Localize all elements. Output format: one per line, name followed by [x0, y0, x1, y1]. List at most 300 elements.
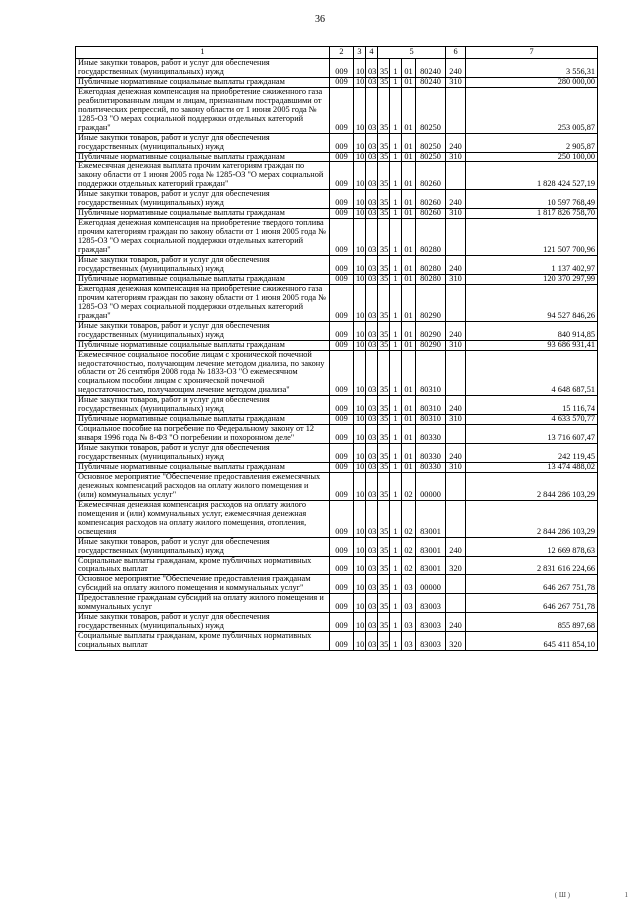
row-program: 35	[378, 396, 390, 415]
row-podrazdel: 03	[366, 396, 378, 415]
row-expense-type: 240	[446, 321, 466, 340]
row-program: 35	[378, 500, 390, 537]
row-direction: 83001	[416, 500, 446, 537]
row-expense-type: 240	[446, 133, 466, 152]
row-razdel: 10	[354, 274, 366, 284]
row-name: Социальные выплаты гражданам, кроме публичных нормативных социальных выплат	[76, 556, 330, 575]
row-direction: 00000	[416, 472, 446, 500]
row-expense-type: 240	[446, 613, 466, 632]
row-razdel: 10	[354, 500, 366, 537]
row-amount: 1 817 826 758,70	[466, 209, 598, 219]
row-main-event: 02	[402, 537, 416, 556]
row-podrazdel: 03	[366, 472, 378, 500]
row-main-event: 01	[402, 209, 416, 219]
table-row	[76, 77, 598, 87]
row-razdel: 10	[354, 350, 366, 396]
row-main-event: 01	[402, 462, 416, 472]
row-razdel: 10	[354, 444, 366, 463]
row-expense-type	[446, 575, 466, 594]
row-program: 35	[378, 87, 390, 133]
row-program: 35	[378, 444, 390, 463]
row-subprogram: 1	[390, 274, 402, 284]
row-razdel: 10	[354, 219, 366, 256]
row-main-event: 02	[402, 472, 416, 500]
row-amount: 4 633 570,77	[466, 415, 598, 425]
table-row	[76, 321, 598, 340]
row-vedomstvo: 009	[330, 256, 354, 275]
row-podrazdel: 03	[366, 162, 378, 190]
row-razdel: 10	[354, 575, 366, 594]
row-razdel: 10	[354, 209, 366, 219]
row-vedomstvo: 009	[330, 425, 354, 444]
row-subprogram: 1	[390, 87, 402, 133]
row-podrazdel: 03	[366, 284, 378, 321]
row-podrazdel: 03	[366, 537, 378, 556]
row-name: Иные закупки товаров, работ и услуг для обеспечения государственных (муниципальных) нужд	[76, 59, 330, 78]
row-amount: 120 370 297,99	[466, 274, 598, 284]
row-direction: 80260	[416, 209, 446, 219]
row-program: 35	[378, 632, 390, 651]
footer-page-number: 1	[624, 891, 628, 899]
row-expense-type: 310	[446, 340, 466, 350]
row-amount: 855 897,68	[466, 613, 598, 632]
row-amount: 10 597 768,49	[466, 190, 598, 209]
row-amount: 13 716 607,47	[466, 425, 598, 444]
row-vedomstvo: 009	[330, 556, 354, 575]
row-amount: 93 686 931,41	[466, 340, 598, 350]
row-podrazdel: 03	[366, 500, 378, 537]
table-row	[76, 274, 598, 284]
row-expense-type: 320	[446, 556, 466, 575]
row-expense-type	[446, 500, 466, 537]
row-subprogram: 1	[390, 425, 402, 444]
row-direction: 80310	[416, 350, 446, 396]
row-vedomstvo: 009	[330, 537, 354, 556]
row-main-event: 01	[402, 256, 416, 275]
row-name: Публичные нормативные социальные выплаты гражданам	[76, 209, 330, 219]
row-amount: 253 005,87	[466, 87, 598, 133]
row-program: 35	[378, 556, 390, 575]
row-name: Основное мероприятие "Обеспечение предоставления ежемесячных денежных компенсаций расходов на оплату жилого помещения и (или) коммунальных услуг"	[76, 472, 330, 500]
row-podrazdel: 03	[366, 462, 378, 472]
row-vedomstvo: 009	[330, 340, 354, 350]
row-program: 35	[378, 462, 390, 472]
row-razdel: 10	[354, 594, 366, 613]
row-subprogram: 1	[390, 537, 402, 556]
row-subprogram: 1	[390, 340, 402, 350]
row-program: 35	[378, 59, 390, 78]
row-podrazdel: 03	[366, 340, 378, 350]
row-vedomstvo: 009	[330, 152, 354, 162]
row-main-event: 01	[402, 340, 416, 350]
row-program: 35	[378, 219, 390, 256]
row-direction: 80310	[416, 396, 446, 415]
row-name: Иные закупки товаров, работ и услуг для обеспечения государственных (муниципальных) нужд	[76, 537, 330, 556]
row-main-event: 01	[402, 415, 416, 425]
row-main-event: 01	[402, 444, 416, 463]
row-vedomstvo: 009	[330, 321, 354, 340]
row-subprogram: 1	[390, 462, 402, 472]
row-amount: 280 000,00	[466, 77, 598, 87]
row-program: 35	[378, 613, 390, 632]
row-direction: 80240	[416, 59, 446, 78]
row-amount: 12 669 878,63	[466, 537, 598, 556]
row-podrazdel: 03	[366, 594, 378, 613]
row-podrazdel: 03	[366, 87, 378, 133]
row-direction: 80310	[416, 415, 446, 425]
row-main-event: 02	[402, 500, 416, 537]
footer-mark: ( Ш )	[554, 891, 570, 899]
row-vedomstvo: 009	[330, 444, 354, 463]
row-name: Основное мероприятие "Обеспечение предоставления гражданам субсидий на оплату жилого помещения и коммунальных услуг"	[76, 575, 330, 594]
row-vedomstvo: 009	[330, 472, 354, 500]
row-podrazdel: 03	[366, 190, 378, 209]
row-subprogram: 1	[390, 632, 402, 651]
row-direction: 80250	[416, 152, 446, 162]
row-program: 35	[378, 321, 390, 340]
row-subprogram: 1	[390, 77, 402, 87]
row-program: 35	[378, 575, 390, 594]
row-podrazdel: 03	[366, 152, 378, 162]
table-row	[76, 133, 598, 152]
row-main-event: 01	[402, 87, 416, 133]
row-amount: 242 119,45	[466, 444, 598, 463]
row-direction: 80280	[416, 274, 446, 284]
row-subprogram: 1	[390, 575, 402, 594]
table-row	[76, 162, 598, 190]
row-vedomstvo: 009	[330, 415, 354, 425]
row-expense-type: 240	[446, 256, 466, 275]
row-name: Иные закупки товаров, работ и услуг для обеспечения государственных (муниципальных) нужд	[76, 321, 330, 340]
row-program: 35	[378, 133, 390, 152]
row-direction: 80330	[416, 462, 446, 472]
row-subprogram: 1	[390, 256, 402, 275]
row-amount: 13 474 488,02	[466, 462, 598, 472]
row-name: Иные закупки товаров, работ и услуг для обеспечения государственных (муниципальных) нужд	[76, 256, 330, 275]
row-main-event: 03	[402, 575, 416, 594]
row-razdel: 10	[354, 415, 366, 425]
row-razdel: 10	[354, 632, 366, 651]
row-razdel: 10	[354, 425, 366, 444]
row-expense-type: 310	[446, 209, 466, 219]
row-podrazdel: 03	[366, 556, 378, 575]
row-amount: 2 831 616 224,66	[466, 556, 598, 575]
row-razdel: 10	[354, 77, 366, 87]
row-main-event: 01	[402, 350, 416, 396]
row-direction: 80250	[416, 133, 446, 152]
row-main-event: 01	[402, 59, 416, 78]
row-main-event: 01	[402, 425, 416, 444]
table-row	[76, 575, 598, 594]
row-amount: 3 556,31	[466, 59, 598, 78]
row-expense-type: 310	[446, 415, 466, 425]
row-subprogram: 1	[390, 133, 402, 152]
row-vedomstvo: 009	[330, 274, 354, 284]
row-expense-type	[446, 87, 466, 133]
row-main-event: 01	[402, 321, 416, 340]
row-main-event: 01	[402, 77, 416, 87]
row-subprogram: 1	[390, 444, 402, 463]
row-name: Иные закупки товаров, работ и услуг для обеспечения государственных (муниципальных) нужд	[76, 613, 330, 632]
row-razdel: 10	[354, 190, 366, 209]
table-row	[76, 594, 598, 613]
row-name: Ежемесячная денежная выплата прочим категориям граждан по закону области от 1 июня 2005 года № 1285-ОЗ "О мерах социальной поддержки отдельных категорий граждан"	[76, 162, 330, 190]
row-razdel: 10	[354, 152, 366, 162]
row-podrazdel: 03	[366, 274, 378, 284]
row-name: Публичные нормативные социальные выплаты гражданам	[76, 152, 330, 162]
row-main-event: 03	[402, 594, 416, 613]
row-razdel: 10	[354, 613, 366, 632]
table-row	[76, 425, 598, 444]
row-program: 35	[378, 209, 390, 219]
row-podrazdel: 03	[366, 209, 378, 219]
row-vedomstvo: 009	[330, 594, 354, 613]
header-col-3: 3	[354, 47, 366, 59]
row-subprogram: 1	[390, 59, 402, 78]
header-col-6: 6	[446, 47, 466, 59]
row-expense-type: 310	[446, 274, 466, 284]
row-main-event: 01	[402, 133, 416, 152]
table-row	[76, 209, 598, 219]
row-amount: 645 411 854,10	[466, 632, 598, 651]
row-podrazdel: 03	[366, 256, 378, 275]
row-subprogram: 1	[390, 556, 402, 575]
row-direction: 00000	[416, 575, 446, 594]
row-amount: 94 527 846,26	[466, 284, 598, 321]
row-subprogram: 1	[390, 472, 402, 500]
row-podrazdel: 03	[366, 321, 378, 340]
header-col-5: 5	[378, 47, 446, 59]
row-amount: 2 844 286 103,29	[466, 472, 598, 500]
table-row	[76, 537, 598, 556]
row-name: Ежемесячное социальное пособие лицам с хронической почечной недостаточностью, получающим лечение методом диализа, по закону области от 26 сентября 2008 года № 1833-ОЗ "О ежемесячном социальном пособии лицам с хронической почечной недостаточностью, получающим лечение методом диализа"	[76, 350, 330, 396]
row-direction: 80330	[416, 444, 446, 463]
row-vedomstvo: 009	[330, 87, 354, 133]
table-row	[76, 556, 598, 575]
row-expense-type	[446, 425, 466, 444]
row-expense-type: 310	[446, 152, 466, 162]
row-vedomstvo: 009	[330, 396, 354, 415]
row-name: Публичные нормативные социальные выплаты гражданам	[76, 415, 330, 425]
header-col-7: 7	[466, 47, 598, 59]
row-direction: 80240	[416, 77, 446, 87]
row-name: Предоставление гражданам субсидий на оплату жилого помещения и коммунальных услуг	[76, 594, 330, 613]
budget-table	[75, 46, 598, 651]
row-podrazdel: 03	[366, 219, 378, 256]
row-podrazdel: 03	[366, 350, 378, 396]
row-program: 35	[378, 472, 390, 500]
table-row	[76, 415, 598, 425]
row-name: Публичные нормативные социальные выплаты гражданам	[76, 77, 330, 87]
row-subprogram: 1	[390, 594, 402, 613]
row-program: 35	[378, 190, 390, 209]
row-main-event: 01	[402, 284, 416, 321]
row-main-event: 01	[402, 274, 416, 284]
row-subprogram: 1	[390, 190, 402, 209]
table-row	[76, 87, 598, 133]
row-direction: 83003	[416, 594, 446, 613]
row-amount: 840 914,85	[466, 321, 598, 340]
row-razdel: 10	[354, 256, 366, 275]
row-podrazdel: 03	[366, 415, 378, 425]
row-program: 35	[378, 425, 390, 444]
table-row	[76, 472, 598, 500]
row-vedomstvo: 009	[330, 133, 354, 152]
row-main-event: 01	[402, 162, 416, 190]
row-podrazdel: 03	[366, 59, 378, 78]
row-amount: 15 116,74	[466, 396, 598, 415]
row-subprogram: 1	[390, 396, 402, 415]
table-body	[76, 59, 598, 651]
row-expense-type	[446, 219, 466, 256]
row-vedomstvo: 009	[330, 162, 354, 190]
row-razdel: 10	[354, 59, 366, 78]
row-razdel: 10	[354, 537, 366, 556]
row-direction: 80250	[416, 87, 446, 133]
row-name: Публичные нормативные социальные выплаты гражданам	[76, 462, 330, 472]
row-subprogram: 1	[390, 284, 402, 321]
row-expense-type: 240	[446, 396, 466, 415]
table-row	[76, 219, 598, 256]
row-program: 35	[378, 594, 390, 613]
row-program: 35	[378, 340, 390, 350]
row-podrazdel: 03	[366, 77, 378, 87]
row-amount: 2 844 286 103,29	[466, 500, 598, 537]
row-main-event: 02	[402, 556, 416, 575]
row-main-event: 03	[402, 632, 416, 651]
row-main-event: 01	[402, 152, 416, 162]
row-amount: 2 905,87	[466, 133, 598, 152]
row-name: Ежегодная денежная компенсация на приобретение сжиженного газа реабилитированным лицам и лицам, признанным пострадавшими от политических репрессий, по закону области от 1 июня 2005 года № 1285-ОЗ "О мерах социальной поддержки отдельных категорий граждан"	[76, 87, 330, 133]
row-program: 35	[378, 162, 390, 190]
row-vedomstvo: 009	[330, 575, 354, 594]
row-podrazdel: 03	[366, 133, 378, 152]
header-col-2: 2	[330, 47, 354, 59]
table-row	[76, 190, 598, 209]
row-razdel: 10	[354, 133, 366, 152]
row-name: Социальное пособие на погребение по Федеральному закону от 12 января 1996 года № 8-ФЗ "О погребении и похоронном деле"	[76, 425, 330, 444]
row-name: Ежегодная денежная компенсация на приобретение сжиженного газа прочим категориям граждан по закону области от 1 июня 2005 года № 1285-ОЗ "О мерах социальной поддержки отдельных категорий граждан"	[76, 284, 330, 321]
row-main-event: 01	[402, 190, 416, 209]
row-program: 35	[378, 537, 390, 556]
row-name: Иные закупки товаров, работ и услуг для обеспечения государственных (муниципальных) нужд	[76, 444, 330, 463]
row-subprogram: 1	[390, 209, 402, 219]
row-name: Публичные нормативные социальные выплаты гражданам	[76, 340, 330, 350]
row-subprogram: 1	[390, 415, 402, 425]
row-direction: 83001	[416, 537, 446, 556]
row-subprogram: 1	[390, 613, 402, 632]
row-razdel: 10	[354, 340, 366, 350]
row-direction: 80290	[416, 284, 446, 321]
row-vedomstvo: 009	[330, 462, 354, 472]
row-vedomstvo: 009	[330, 190, 354, 209]
row-vedomstvo: 009	[330, 500, 354, 537]
row-direction: 80290	[416, 340, 446, 350]
row-vedomstvo: 009	[330, 632, 354, 651]
table-row	[76, 444, 598, 463]
row-program: 35	[378, 350, 390, 396]
row-podrazdel: 03	[366, 575, 378, 594]
row-expense-type: 240	[446, 59, 466, 78]
row-subprogram: 1	[390, 350, 402, 396]
page-number: 36	[315, 14, 325, 25]
row-subprogram: 1	[390, 500, 402, 537]
row-vedomstvo: 009	[330, 77, 354, 87]
row-expense-type: 320	[446, 632, 466, 651]
row-direction: 80280	[416, 256, 446, 275]
table-row	[76, 284, 598, 321]
table-row	[76, 152, 598, 162]
table-row	[76, 396, 598, 415]
row-name: Публичные нормативные социальные выплаты гражданам	[76, 274, 330, 284]
row-subprogram: 1	[390, 219, 402, 256]
row-direction: 80260	[416, 162, 446, 190]
table-row	[76, 462, 598, 472]
row-podrazdel: 03	[366, 425, 378, 444]
table-row	[76, 500, 598, 537]
row-main-event: 03	[402, 613, 416, 632]
row-expense-type: 310	[446, 77, 466, 87]
row-program: 35	[378, 256, 390, 275]
row-program: 35	[378, 284, 390, 321]
table-header-row	[76, 47, 598, 59]
row-expense-type	[446, 350, 466, 396]
row-vedomstvo: 009	[330, 209, 354, 219]
row-razdel: 10	[354, 472, 366, 500]
table-row	[76, 59, 598, 78]
row-main-event: 01	[402, 396, 416, 415]
row-program: 35	[378, 152, 390, 162]
row-amount: 250 100,00	[466, 152, 598, 162]
row-direction: 80260	[416, 190, 446, 209]
row-expense-type	[446, 284, 466, 321]
header-col-4: 4	[366, 47, 378, 59]
row-vedomstvo: 009	[330, 350, 354, 396]
row-direction: 80280	[416, 219, 446, 256]
row-expense-type: 310	[446, 462, 466, 472]
row-subprogram: 1	[390, 321, 402, 340]
row-main-event: 01	[402, 219, 416, 256]
row-name: Иные закупки товаров, работ и услуг для обеспечения государственных (муниципальных) нужд	[76, 133, 330, 152]
row-vedomstvo: 009	[330, 219, 354, 256]
row-razdel: 10	[354, 284, 366, 321]
row-razdel: 10	[354, 162, 366, 190]
row-expense-type	[446, 162, 466, 190]
row-vedomstvo: 009	[330, 613, 354, 632]
row-program: 35	[378, 77, 390, 87]
table-row	[76, 340, 598, 350]
row-name: Ежегодная денежная компенсация на приобретение твердого топлива прочим категориям граждан по закону области от 1 июня 2005 года № 1285-ОЗ "О мерах социальной поддержки отдельных категорий граждан"	[76, 219, 330, 256]
row-amount: 1 137 402,97	[466, 256, 598, 275]
row-direction: 80330	[416, 425, 446, 444]
row-expense-type: 240	[446, 444, 466, 463]
row-direction: 83003	[416, 613, 446, 632]
row-amount: 121 507 700,96	[466, 219, 598, 256]
row-razdel: 10	[354, 321, 366, 340]
table-row	[76, 613, 598, 632]
row-expense-type: 240	[446, 190, 466, 209]
table-row	[76, 350, 598, 396]
row-amount: 4 648 687,51	[466, 350, 598, 396]
row-direction: 83001	[416, 556, 446, 575]
row-amount: 646 267 751,78	[466, 575, 598, 594]
row-razdel: 10	[354, 396, 366, 415]
row-razdel: 10	[354, 556, 366, 575]
row-expense-type	[446, 594, 466, 613]
row-program: 35	[378, 274, 390, 284]
row-podrazdel: 03	[366, 444, 378, 463]
row-vedomstvo: 009	[330, 59, 354, 78]
